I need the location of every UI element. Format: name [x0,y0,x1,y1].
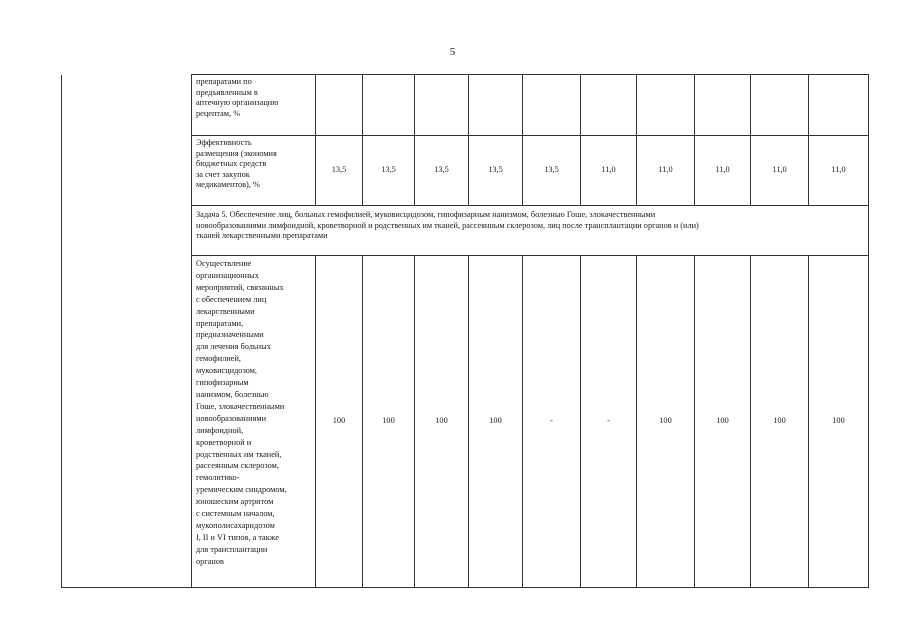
value-cell: 13,5 [316,136,363,206]
value-cell: 11,0 [809,136,869,206]
value-cell: 100 [363,256,415,588]
table-row [62,75,869,136]
value-cell: 13,5 [363,136,415,206]
indicators-table [61,74,869,588]
value-cell: 11,0 [695,136,751,206]
table-cell-empty [62,75,192,588]
indicator-label: Осуществление организационных мероприятий, связанных с обеспечением лиц лекарственными препаратами, предназначенными для лечения больных гемофилией, муковисцидозом, гипофизарным нанизмом, болезнью Гоше, злокачественными новообразованиями лимфоидной, кроветворной и родственных им тканей, рассеянным склерозом, гемолитико- уремическим синдромом, юношеским артритом с системным началом, мукополисахаридозом I, II и VI типов, а также для трансплантации органов [192,256,316,588]
value-cell [751,75,809,136]
value-cell: 11,0 [581,136,637,206]
indicator-label: препаратами по предъявленным в аптечную организацию рецептам, % [192,75,316,136]
value-cell: 100 [415,256,469,588]
indicator-label: Эффективность размещения (экономия бюджетных средств за счет закупок медикаментов), % [192,136,316,206]
value-cell [695,75,751,136]
value-cell: 11,0 [751,136,809,206]
value-cell: 100 [316,256,363,588]
value-cell: 100 [809,256,869,588]
task-heading: Задача 5. Обеспечение лиц, больных гемофилией, муковисцидозом, гипофизарным нанизмом, болезнью Гоше, злокачественными новообразованиями лимфоидной, кроветворной и родственных им тканей, рассеянным склерозом, лиц после трансплантации органов и (или) тканей лекарственными препаратами [192,206,869,256]
value-cell [637,75,695,136]
value-cell [809,75,869,136]
value-cell: 100 [751,256,809,588]
value-cell [415,75,469,136]
value-cell [523,75,581,136]
value-cell: 13,5 [523,136,581,206]
page-number: 5 [449,46,456,58]
value-cell: 13,5 [415,136,469,206]
value-cell: 100 [695,256,751,588]
value-cell [469,75,523,136]
value-cell [581,75,637,136]
value-cell: - [581,256,637,588]
value-cell: 100 [469,256,523,588]
value-cell: 13,5 [469,136,523,206]
value-cell [363,75,415,136]
value-cell: - [523,256,581,588]
value-cell: 100 [637,256,695,588]
value-cell: 11,0 [637,136,695,206]
value-cell [316,75,363,136]
